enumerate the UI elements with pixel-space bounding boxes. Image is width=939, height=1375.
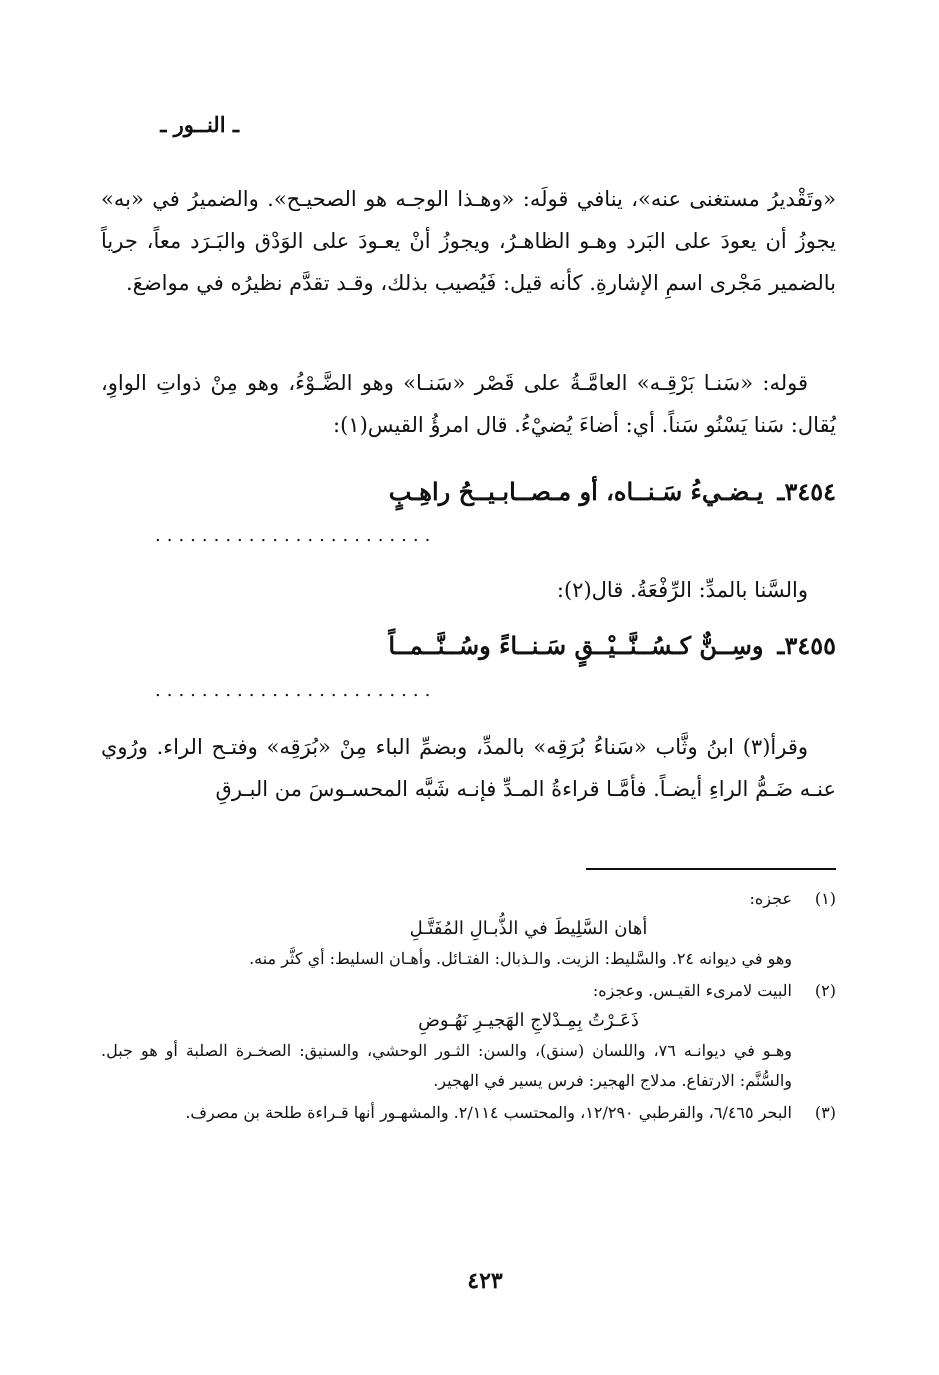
paragraph-text: والسَّنا بالمدِّ: الرِّفْعَةُ. قال(٢): (556, 578, 808, 602)
footnote-verse: أهان السَّلِيطَ في الذُّبـالِ المُفَتَّـلِ (409, 918, 648, 939)
verse-3454 (101, 470, 836, 514)
ellipsis-divider: ........................ (155, 525, 437, 546)
footnote-1 (101, 884, 836, 974)
paragraph-text: قوله: «سَنـا بَرْقِـه» العامَّـةُ على قَصْر «سَنـا» وهو الضَّـوْءُ، وهو مِنْ ذواتِ الواوِ، يُقال: سَنا يَسْنُو سَناً. أي: أضاءَ يُضيْءُ. قال امرؤُ القيس(١): (101, 371, 836, 437)
verse-text: يـضـيءُ سَـنــاه، أو مـصــابـيــحُ راهِـبٍ (388, 477, 764, 506)
running-head: ـ النــور ـ (160, 112, 239, 137)
footnotes (101, 884, 836, 1130)
footnote-number: (٣) (814, 1103, 836, 1122)
footnote-lead: البيت لامرىء القيـس. وعجزه: (592, 981, 792, 1000)
paragraph-3 (101, 569, 836, 611)
footnote-number: (١) (814, 889, 836, 908)
footnote-lead: عجزه: (749, 889, 792, 908)
ellipsis-divider: ........................ (155, 680, 437, 701)
footnote-2 (101, 976, 836, 1096)
footnote-3 (101, 1098, 836, 1128)
footnote-number: (٢) (814, 981, 836, 1000)
footnote-body: وهـو في ديوانـه ٧٦، واللسان (سنق)، والسن: الثـور الوحشي، والسنيق: الصخـرة الصلبة أو هو جبل. والسُّنَّم: الارتفاع. مدلاج الهجير: فرس يسير في الهجير. (101, 1041, 792, 1090)
paragraph-4 (101, 726, 836, 810)
verse-text: وسِــنٌّ كـسُــنَّــيْــقٍ سَـنــاءً وسُــنَّــمــاً (388, 631, 764, 660)
footnote-verse: ذَعَـرْتُ بِمِـدْلاجِ الهَجيـرِ نَهُـوضِ (418, 1010, 639, 1031)
paragraph-text: وقرأ(٣) ابنُ وثَّاب «سَناءُ بُرَقِه» بالمدِّ، وبضمِّ الباء مِنْ «بُرَقِه» وفتـح الراء. ورُوي عنـه ضَـمُّ الراءِ أيضـاً. فأمَّـا قراءةُ المـدِّ فإنـه شَبَّه المحسـوسَ من البـرقِ (101, 735, 836, 801)
verse-3455 (101, 624, 836, 668)
paragraph-2 (101, 362, 836, 446)
paragraph-1 (101, 178, 836, 304)
footnote-separator (586, 868, 836, 870)
footnote-lead: البحر ٦/٤٦٥، والقرطبي ١٢/٢٩٠، والمحتسب ٢/١١٤. والمشهـور أنها قـراءة طلحة بن مصرف. (185, 1103, 792, 1122)
verse-number: ٣٤٥٥ـ (777, 631, 836, 660)
verse-number: ٣٤٥٤ـ (777, 477, 836, 506)
paragraph-text: «وتَقْديرُ مستغنى عنه»، ينافي قولَه: «وهـذا الوجـه هو الصحيـح». والضميرُ في «به» يجوزُ أن يعودَ على البَرد وهـو الظاهـرُ، ويجوزُ أنْ يعـودَ على الوَدْق والبَـرَد معاً، جرياً بالضمير مَجْرى اسمِ الإشارةِ. كأنه قيل: فَيُصيب بذلك، وقـد تقدَّم نظيرُه في مواضعَ. (101, 187, 836, 295)
footnote-body: وهو في ديوانه ٢٤. والسَّليط: الزيت. والـذبال: الفتـائل. وأهـان السليط: أي كثَّر منه. (249, 949, 792, 968)
page-number: ٤٢٣ (467, 1268, 503, 1294)
